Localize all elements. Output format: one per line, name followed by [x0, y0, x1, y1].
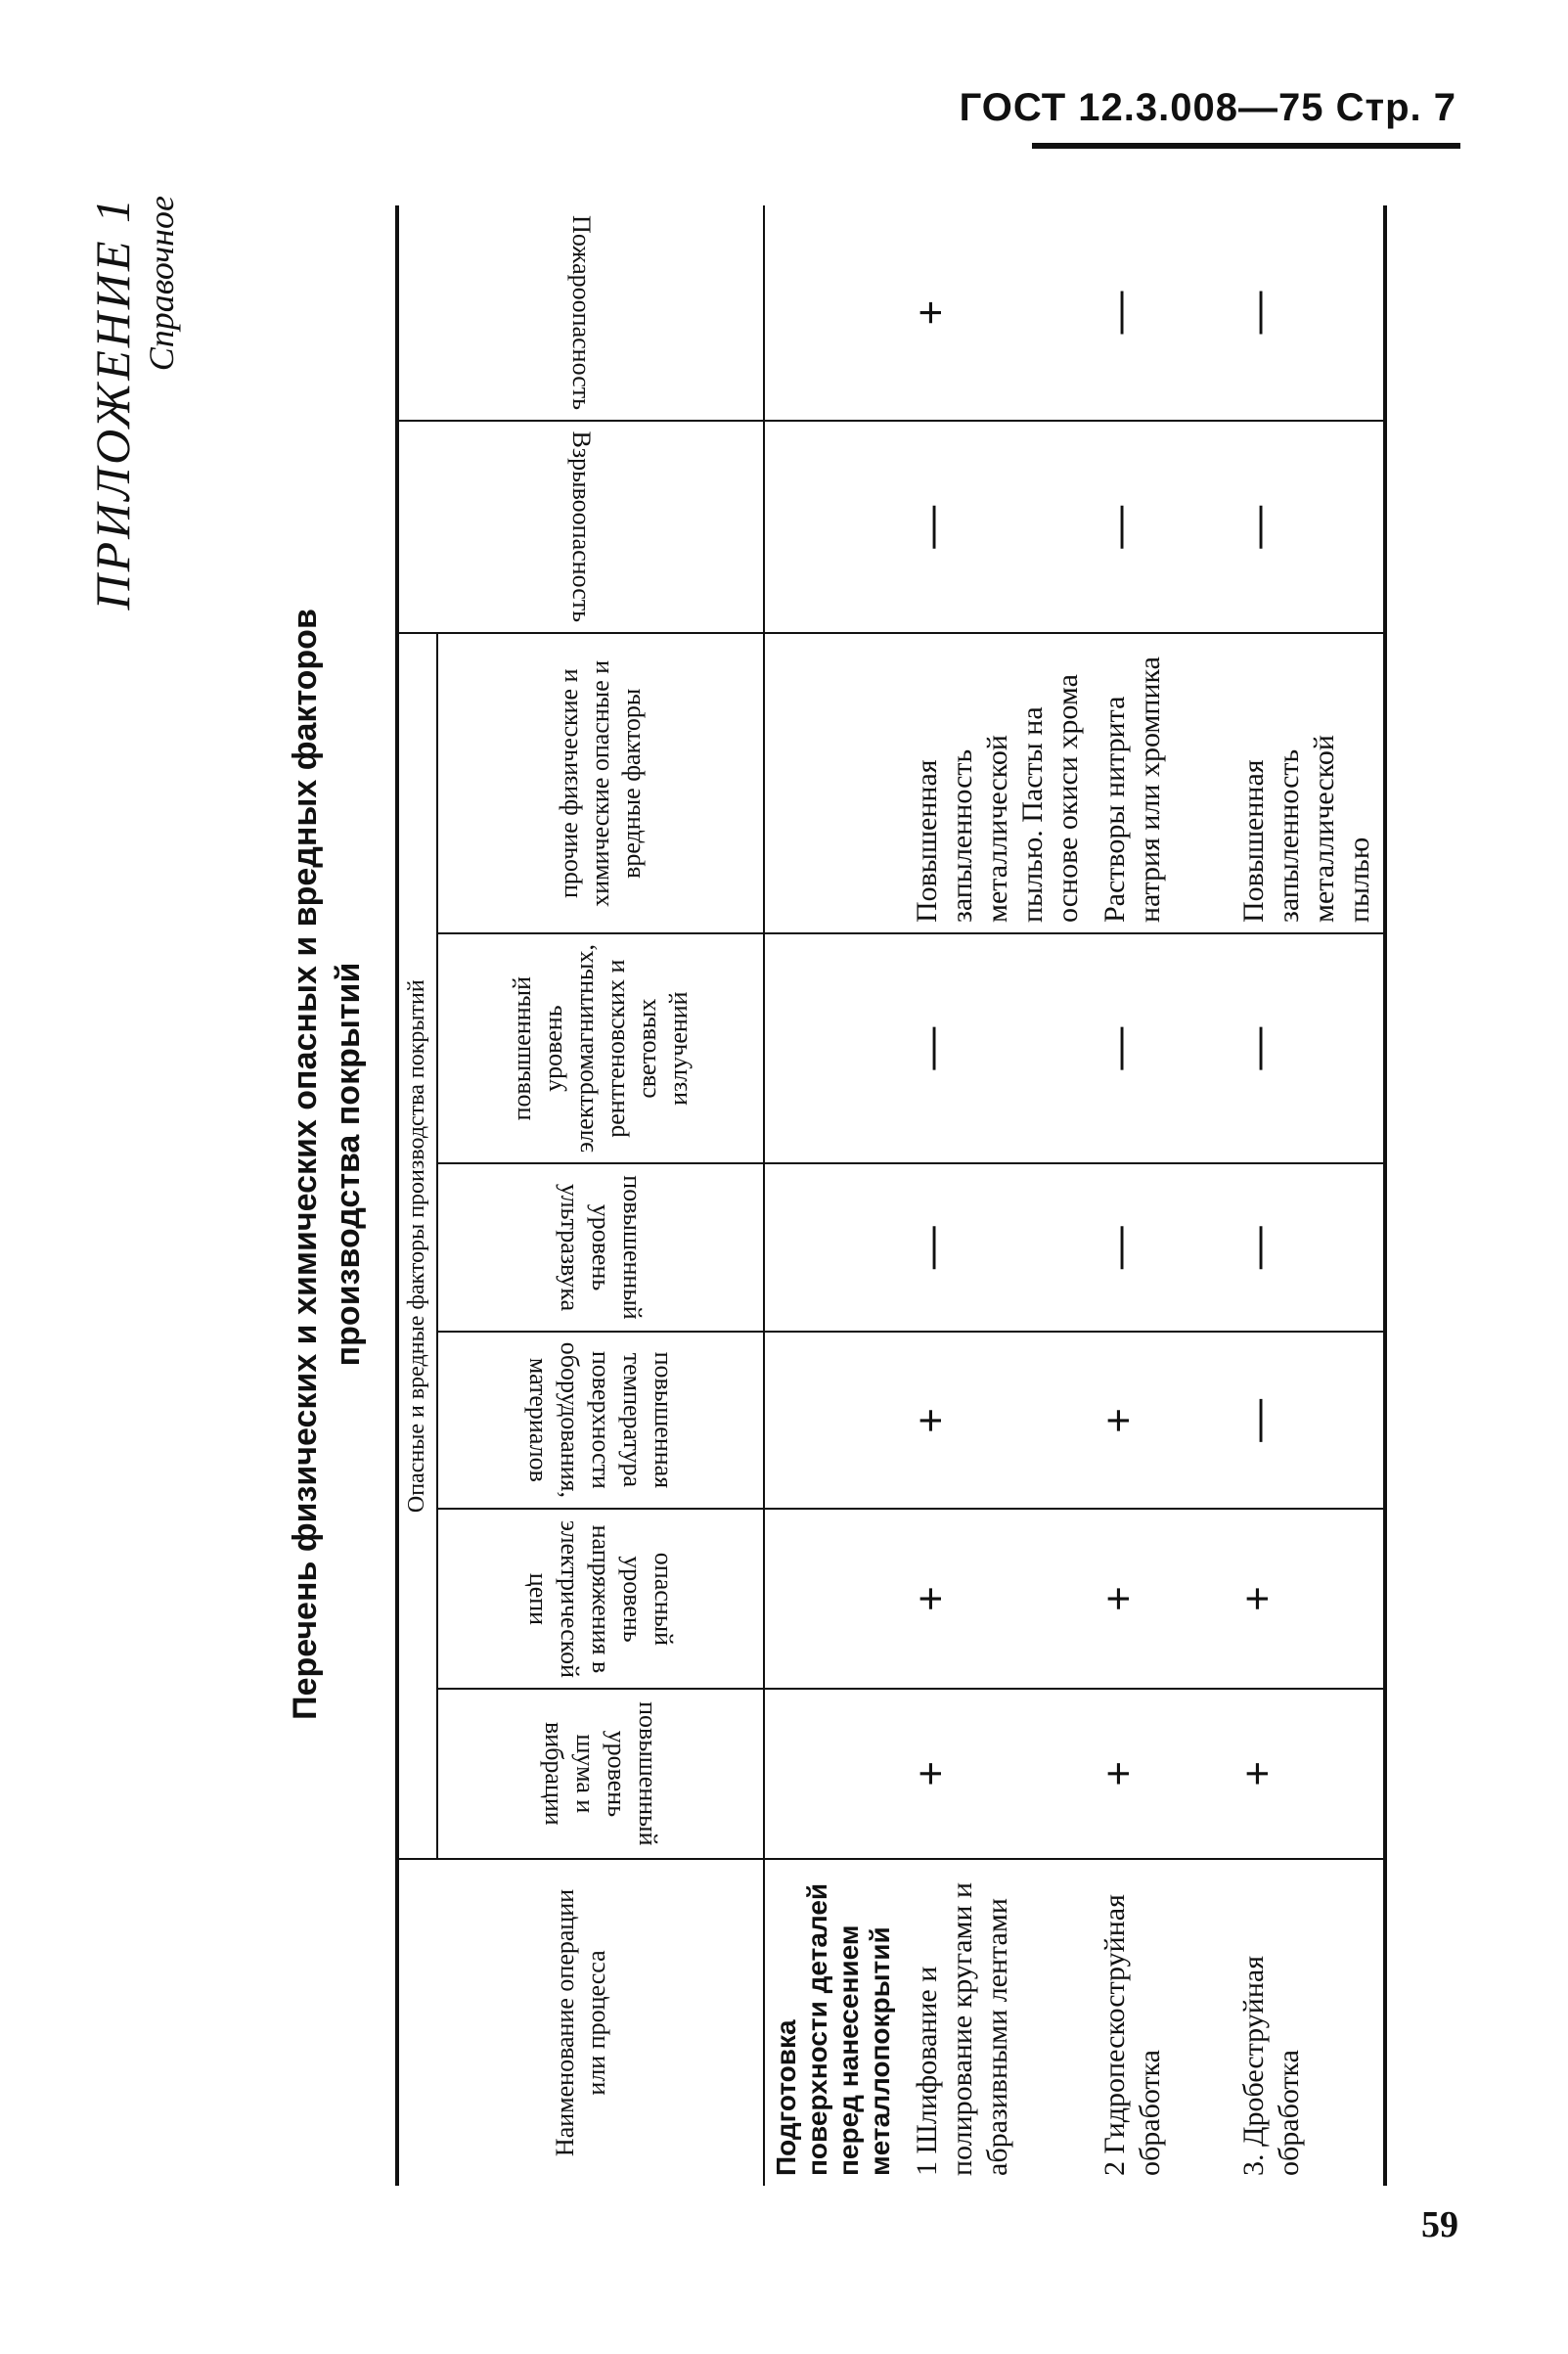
- col-explosion: Взрывоопасность: [397, 421, 764, 634]
- col-operation: Наименование операции или процесса: [397, 1859, 764, 2186]
- row-operation: 3. Дробеструйная обработка: [1231, 1859, 1385, 2186]
- col-other: прочие физические и химические опасные и вредные факторы: [437, 634, 764, 934]
- cell-other: Растворы нитрита натрия или хромпика: [1092, 634, 1231, 934]
- table-title-line2: производства покрытий: [330, 962, 367, 1367]
- hazard-table: [395, 205, 1387, 2186]
- row-operation: 1 Шлифование и полирование кругами и абразивными лентами: [904, 1859, 1092, 2186]
- cell-fire: +: [907, 299, 955, 326]
- table-row: [904, 205, 1092, 2186]
- cell-other: Повышенная запыленность металлической пылью: [1231, 634, 1385, 934]
- header-rule: [1032, 143, 1460, 149]
- col-voltage: опасный уровень напряжения в электрической цепи: [437, 1509, 764, 1688]
- page-number: 59: [1421, 2204, 1458, 2245]
- table-row: [1092, 205, 1231, 2186]
- cell-fire: —: [1095, 291, 1142, 335]
- cell-voltage: +: [1231, 1509, 1385, 1688]
- cell-ultrasound: —: [904, 1163, 1092, 1332]
- cell-voltage: +: [1092, 1509, 1231, 1688]
- col-fire: Пожароопасность: [397, 205, 764, 421]
- cell-explosion: —: [1231, 421, 1385, 634]
- appendix-label: [84, 196, 182, 685]
- col-group: Опасные и вредные факторы производства покрытий: [397, 634, 437, 1859]
- cell-noise: +: [904, 1689, 1092, 1859]
- cell-noise: +: [1231, 1689, 1385, 1859]
- cell-explosion: —: [1092, 421, 1231, 634]
- cell-radiation: —: [904, 933, 1092, 1163]
- col-noise: повышенный уровень шума и вибрации: [437, 1689, 764, 1859]
- rotated-table-region: [84, 196, 1405, 2221]
- cell-explosion: —: [904, 421, 1092, 634]
- cell-noise: +: [1092, 1689, 1231, 1859]
- cell-ultrasound: —: [1092, 1163, 1231, 1332]
- document-header: ГОСТ 12.3.008—75 Стр. 7: [959, 86, 1456, 129]
- cell-temperature: +: [1092, 1332, 1231, 1509]
- cell-radiation: —: [1231, 933, 1385, 1163]
- section-heading: Подготовка поверхности деталей перед нанесением металлопокрытий: [764, 1859, 904, 2186]
- cell-temperature: +: [904, 1332, 1092, 1509]
- col-ultrasound: повышенный уровень ультразвука: [437, 1163, 764, 1332]
- cell-temperature: —: [1231, 1332, 1385, 1509]
- table-title: [284, 577, 370, 1751]
- table-title-line1: Перечень физических и химических опасных и вредных факторов: [287, 609, 324, 1720]
- cell-fire: —: [1233, 291, 1281, 335]
- cell-radiation: —: [1092, 933, 1231, 1163]
- row-operation: 2 Гидропескоструйная обработка: [1092, 1859, 1231, 2186]
- appendix-title: ПРИЛОЖЕНИЕ 1: [85, 196, 140, 611]
- appendix-subtitle: Справочное: [142, 196, 181, 372]
- cell-ultrasound: —: [1231, 1163, 1385, 1332]
- col-radiation: повышенный уровень электромагнитных, рентгеновских и световых излучений: [437, 933, 764, 1163]
- col-temperature: повышенная температура поверхности оборудования, материалов: [437, 1332, 764, 1509]
- cell-other: Повышенная запыленность металлической пылью. Пасты на основе окиси хрома: [904, 634, 1092, 934]
- table-row: [1231, 205, 1385, 2186]
- cell-voltage: +: [904, 1509, 1092, 1688]
